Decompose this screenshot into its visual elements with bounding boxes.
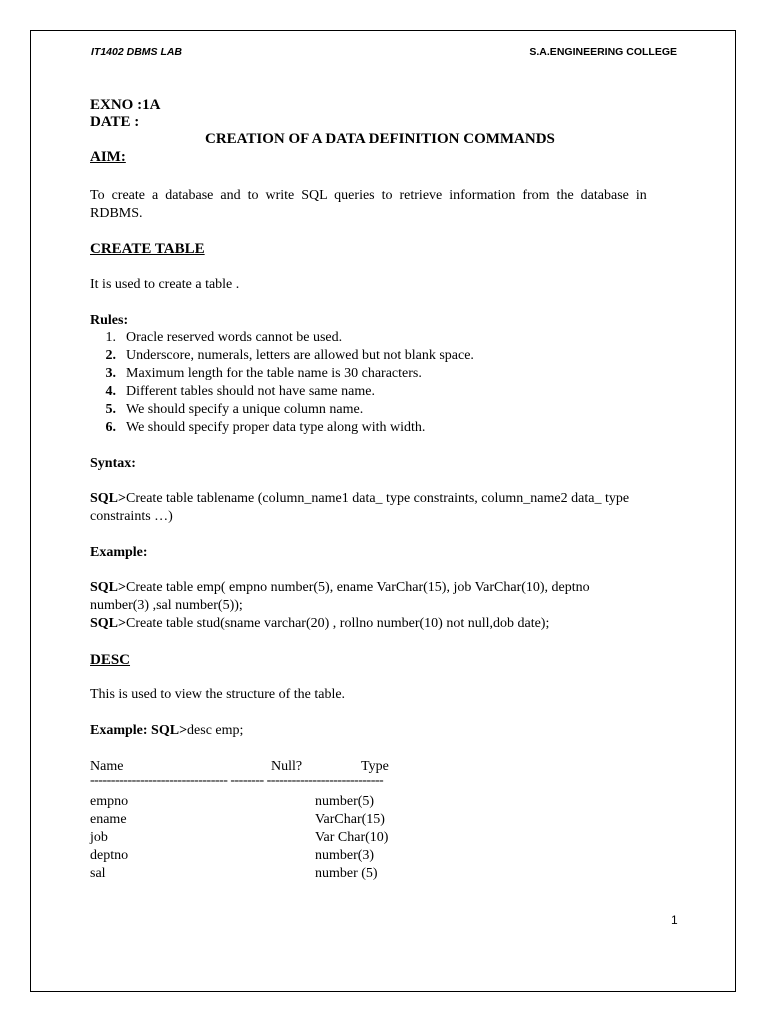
- page-title: CREATION OF A DATA DEFINITION COMMANDS: [205, 131, 555, 147]
- sql-prompt: SQL>: [90, 580, 126, 595]
- row-name: deptno: [90, 848, 129, 863]
- example1-line1: [90, 579, 590, 597]
- example2-line1: [90, 615, 549, 633]
- rule-text: We should specify proper data type along with width.: [126, 420, 426, 435]
- rule-item: [90, 401, 474, 419]
- rules-list: [90, 329, 474, 437]
- col-header-type: Type: [361, 759, 389, 774]
- sql-prompt: SQL>: [90, 616, 126, 631]
- rule-number: 4.: [105, 384, 116, 399]
- header-college: S.A.ENGINEERING COLLEGE: [529, 46, 677, 58]
- table-row: [0, 865, 768, 883]
- aim-text-line1: To create a database and to write SQL queries to retrieve information from the database in: [90, 188, 647, 203]
- date-label: DATE :: [90, 114, 140, 130]
- aim-text-line2: RDBMS.: [90, 206, 143, 221]
- syntax-line1: [90, 490, 629, 508]
- syntax-text: Create table tablename (column_name1 data_ type constraints, column_name2 data_ type: [126, 491, 630, 506]
- desc-example-cmd: desc emp;: [187, 723, 244, 738]
- create-table-heading: CREATE TABLE: [90, 241, 205, 257]
- col-header-null: Null?: [271, 759, 303, 774]
- row-name: job: [90, 830, 108, 845]
- rule-text: Different tables should not have same name.: [126, 384, 375, 399]
- desc-table-body: [0, 793, 768, 883]
- rule-text: Maximum length for the table name is 30 characters.: [126, 366, 422, 381]
- example1-text: Create table emp( empno number(5), ename VarChar(15), job VarChar(10), deptno: [126, 580, 590, 595]
- rule-text: Underscore, numerals, letters are allowed but not blank space.: [126, 348, 474, 363]
- rule-item: [90, 419, 474, 437]
- rule-text: Oracle reserved words cannot be used.: [126, 330, 343, 345]
- table-row: [0, 847, 768, 865]
- rule-number: 2.: [105, 348, 116, 363]
- sql-prompt: SQL>: [90, 491, 126, 506]
- desc-heading: DESC: [90, 652, 131, 668]
- aim-heading: AIM:: [90, 149, 126, 165]
- rule-item: [90, 383, 474, 401]
- example1-line2: number(3) ,sal number(5));: [90, 598, 243, 613]
- create-table-desc: It is used to create a table .: [90, 277, 240, 292]
- row-type: number(5): [315, 794, 375, 809]
- rule-number: 3.: [105, 366, 116, 381]
- row-type: Var Char(10): [315, 830, 389, 845]
- table-row: [0, 811, 768, 829]
- row-name: empno: [90, 794, 129, 809]
- table-row: [0, 829, 768, 847]
- rules-heading: Rules:: [90, 313, 129, 328]
- example2-text: Create table stud(sname varchar(20) , rollno number(10) not null,dob date);: [126, 616, 550, 631]
- header-course: IT1402 DBMS LAB: [91, 46, 183, 58]
- rule-item: [90, 347, 474, 365]
- syntax-heading: Syntax:: [90, 456, 136, 471]
- desc-table-separator: --------------------------------- -------- ----------------------------: [90, 773, 384, 788]
- row-name: ename: [90, 812, 127, 827]
- page-number: 1: [671, 913, 678, 927]
- col-header-name: Name: [90, 759, 124, 774]
- row-type: number(3): [315, 848, 375, 863]
- rule-text: We should specify a unique column name.: [126, 402, 364, 417]
- row-type: number (5): [315, 866, 378, 881]
- row-name: sal: [90, 866, 106, 881]
- rule-item: [90, 329, 474, 347]
- rule-number: 5.: [105, 402, 116, 417]
- desc-example-label: Example: SQL>: [90, 723, 188, 738]
- exno-label: EXNO :1A: [90, 97, 161, 113]
- desc-text: This is used to view the structure of the table.: [90, 687, 346, 702]
- syntax-line2: constraints …): [90, 509, 173, 524]
- example-heading: Example:: [90, 545, 148, 560]
- desc-example: [90, 722, 243, 740]
- table-row: [0, 793, 768, 811]
- row-type: VarChar(15): [315, 812, 385, 827]
- rule-item: [90, 365, 474, 383]
- rule-number: 6.: [105, 420, 116, 435]
- rule-number: 1.: [105, 330, 116, 345]
